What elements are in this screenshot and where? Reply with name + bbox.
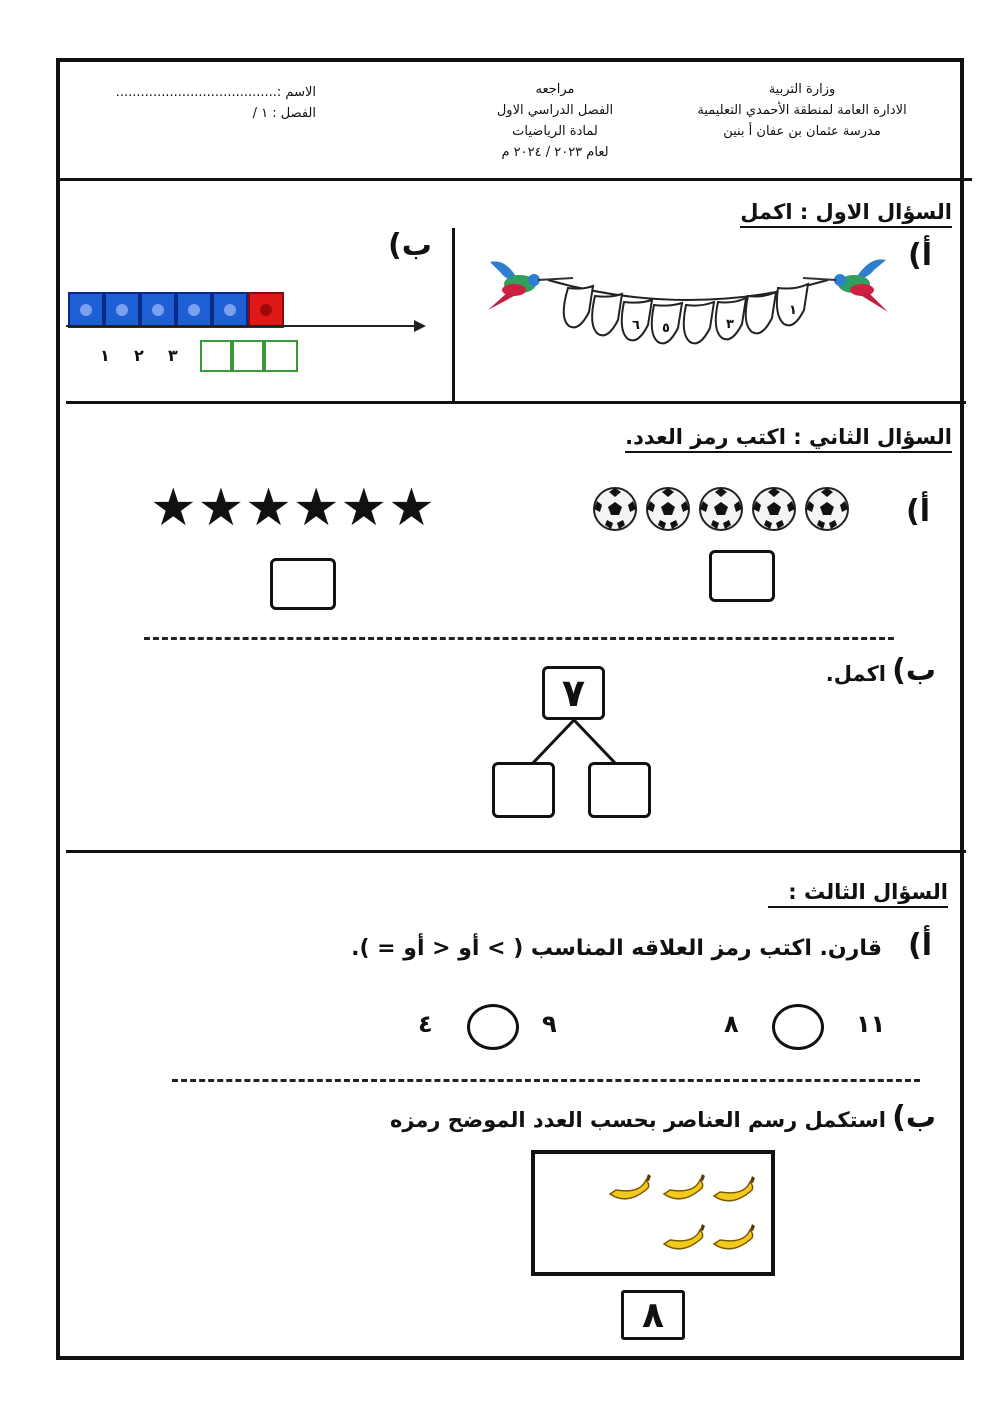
- dashed-separator: [172, 1079, 920, 1082]
- target-number-box: ٨: [621, 1290, 685, 1340]
- q1-title: السؤال الاول : اكمل: [740, 200, 952, 228]
- banana-icon: [610, 1174, 651, 1199]
- header-left: [96, 82, 316, 124]
- q3-part-b-letter: ب): [892, 1100, 936, 1135]
- number-line: [62, 280, 432, 340]
- name-field[interactable]: الاسم :.......................................: [115, 85, 316, 100]
- stars-group: ★★★★★★: [150, 478, 436, 538]
- banana-icon: [714, 1176, 755, 1201]
- bunting-flag: [592, 294, 622, 335]
- tree-top-box: ٧: [542, 666, 605, 720]
- answer-box[interactable]: [264, 340, 298, 372]
- dashed-separator: [144, 637, 894, 640]
- q2-part-b-letter: ب): [892, 653, 936, 688]
- soccer-ball-icon: [753, 488, 795, 530]
- soccer-ball-icon: [700, 488, 742, 530]
- bunting-flag: [746, 292, 776, 333]
- compare-2-right: ٤: [418, 1010, 433, 1038]
- compare-1-left: ١١: [856, 1010, 886, 1038]
- bunting-number: ١: [789, 303, 797, 318]
- semester-text: الفصل الدراسي الاول: [496, 103, 614, 118]
- tree-left-box[interactable]: [492, 762, 555, 818]
- compare-1-right: ٨: [724, 1010, 739, 1038]
- number-line-label: ٣: [168, 346, 178, 365]
- q1-divider: [66, 401, 966, 404]
- bunting-number: ٣: [726, 317, 734, 332]
- number-line-label: ٢: [134, 346, 144, 365]
- year-text: لعام ٢٠٢٣ / ٢٠٢٤ م: [501, 145, 609, 160]
- number-line-label: ١: [100, 346, 110, 365]
- bunting-number: ٦: [632, 318, 640, 333]
- bunting-flag: [684, 302, 714, 343]
- soccer-ball-icon: [594, 488, 636, 530]
- directorate-text: الادارة العامة لمنطقة الأحمدي التعليمية: [697, 103, 907, 118]
- answer-box[interactable]: [232, 340, 264, 372]
- soccer-ball-icon: [806, 488, 848, 530]
- header-center: [445, 79, 665, 163]
- number-line-area: [62, 280, 432, 380]
- compare-2-left: ٩: [542, 1010, 557, 1038]
- bunting-illustration: [478, 250, 898, 360]
- q1-part-a-letter: أ): [908, 238, 932, 273]
- bunting-number: ٥: [662, 321, 670, 336]
- answer-box[interactable]: [200, 340, 232, 372]
- banana-icon: [664, 1174, 705, 1199]
- q2-title: السؤال الثاني : اكتب رمز العدد.: [625, 425, 952, 453]
- header-divider: [60, 178, 972, 181]
- q3-part-b-text: استكمل رسم العناصر بحسب العدد الموضح رمزه: [389, 1108, 886, 1132]
- q3-part-a-letter: أ): [908, 928, 932, 963]
- q1-part-b-letter: ب): [388, 228, 432, 263]
- balls-answer-box[interactable]: [709, 550, 775, 602]
- compare-2-circle[interactable]: [467, 1004, 519, 1050]
- banana-icon: [664, 1224, 705, 1249]
- q2-part-b-text: اكمل.: [825, 662, 886, 686]
- q1-vertical-divider: [452, 228, 455, 403]
- stars-answer-box[interactable]: [270, 558, 336, 610]
- subject-text: لمادة الرياضيات: [512, 124, 598, 139]
- q3-title: السؤال الثالث :: [768, 880, 948, 908]
- bunting-flag: [564, 286, 593, 327]
- q3-part-a-text: قارن. اكتب رمز العلاقه المناسب ( > أو < أو = ).: [351, 936, 882, 961]
- q2-part-a-letter: أ): [906, 494, 930, 529]
- tree-branches: [520, 718, 630, 766]
- school-text: مدرسة عثمان بن عفان أ بنين: [723, 124, 881, 139]
- q2-divider: [66, 850, 966, 853]
- soccer-balls-group: [590, 484, 855, 534]
- bananas-group: [600, 1158, 770, 1268]
- class-field: الفصل : ١ /: [252, 106, 316, 121]
- hummingbird-right-icon: [803, 259, 888, 312]
- banana-icon: [714, 1224, 755, 1249]
- compare-1-circle[interactable]: [772, 1004, 824, 1050]
- hummingbird-left-icon: [488, 261, 573, 310]
- ministry-text: وزارة التربية: [768, 82, 836, 97]
- header-right: [652, 79, 952, 142]
- soccer-ball-icon: [647, 488, 689, 530]
- review-title: مراجعه: [535, 82, 575, 97]
- tree-right-box[interactable]: [588, 762, 651, 818]
